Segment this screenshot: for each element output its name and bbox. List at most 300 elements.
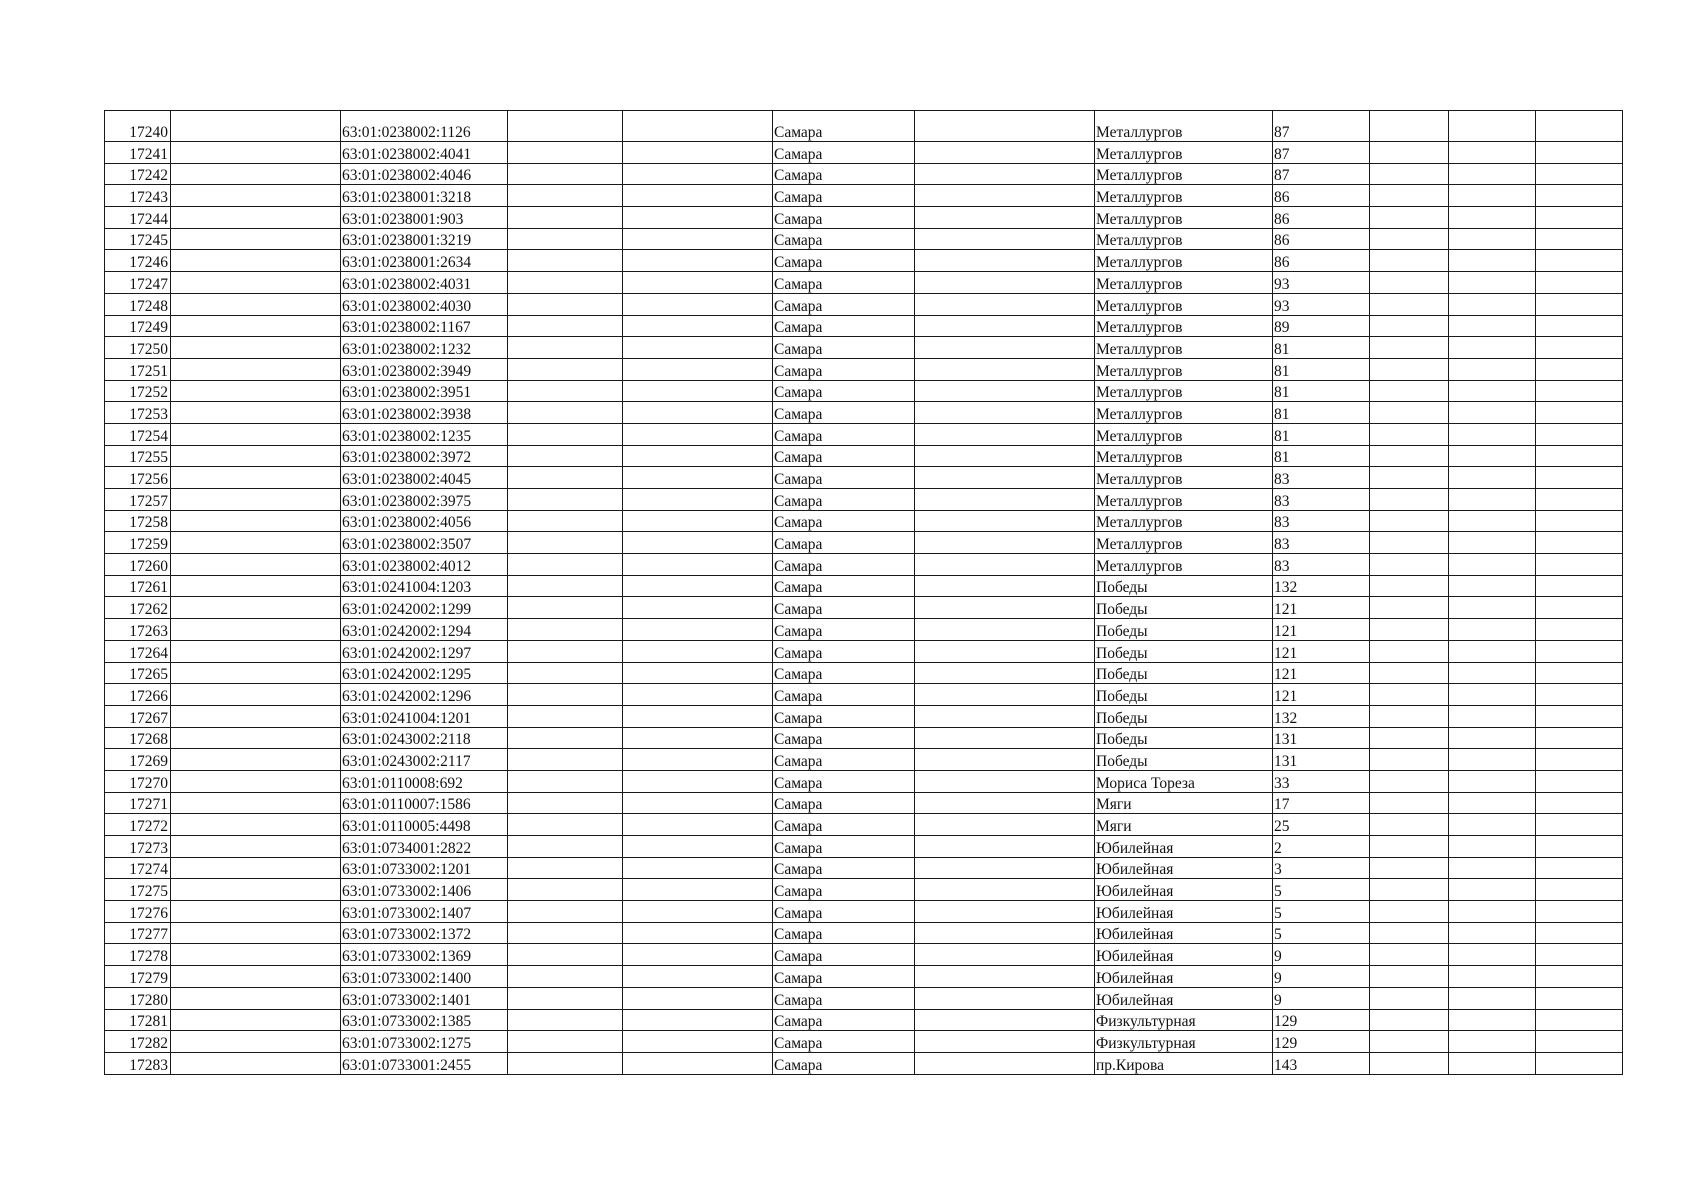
- empty-cell: [915, 293, 1095, 315]
- street-cell: пр.Кирова: [1095, 1052, 1273, 1074]
- empty-cell: [1370, 922, 1449, 944]
- table-row: [105, 402, 1623, 424]
- empty-cell: [171, 792, 341, 814]
- empty-cell: [508, 315, 623, 337]
- row-number-cell: 17269: [105, 749, 171, 771]
- empty-cell: [623, 597, 773, 619]
- empty-cell: [1370, 966, 1449, 988]
- city-cell: Самара: [773, 315, 915, 337]
- empty-cell: [1449, 1009, 1536, 1031]
- empty-cell: [915, 922, 1095, 944]
- empty-cell: [1370, 836, 1449, 858]
- empty-cell: [171, 142, 341, 164]
- cadastral-number-cell: 63:01:0238001:903: [341, 207, 508, 229]
- empty-cell: [1449, 185, 1536, 207]
- empty-cell: [1370, 597, 1449, 619]
- row-number-cell: 17271: [105, 792, 171, 814]
- street-cell: Металлургов: [1095, 228, 1273, 250]
- empty-cell: [623, 510, 773, 532]
- house-number-cell: 83: [1273, 532, 1370, 554]
- empty-cell: [915, 142, 1095, 164]
- row-number-cell: 17244: [105, 207, 171, 229]
- table-row: [105, 510, 1623, 532]
- house-number-cell: 143: [1273, 1052, 1370, 1074]
- empty-cell: [623, 792, 773, 814]
- city-cell: Самара: [773, 142, 915, 164]
- row-number-cell: 17272: [105, 814, 171, 836]
- empty-cell: [508, 640, 623, 662]
- empty-cell: [171, 1009, 341, 1031]
- street-cell: Победы: [1095, 597, 1273, 619]
- empty-cell: [171, 207, 341, 229]
- empty-cell: [1449, 705, 1536, 727]
- city-cell: Самара: [773, 836, 915, 858]
- city-cell: Самара: [773, 228, 915, 250]
- street-cell: Победы: [1095, 749, 1273, 771]
- empty-cell: [915, 510, 1095, 532]
- empty-cell: [1449, 207, 1536, 229]
- empty-cell: [508, 142, 623, 164]
- empty-cell: [171, 467, 341, 489]
- empty-cell: [1370, 272, 1449, 294]
- empty-cell: [1370, 510, 1449, 532]
- empty-cell: [171, 250, 341, 272]
- table-row: [105, 705, 1623, 727]
- empty-cell: [171, 380, 341, 402]
- empty-cell: [1370, 185, 1449, 207]
- empty-cell: [508, 792, 623, 814]
- street-cell: Металлургов: [1095, 207, 1273, 229]
- city-cell: Самара: [773, 185, 915, 207]
- empty-cell: [1536, 944, 1623, 966]
- empty-cell: [1370, 293, 1449, 315]
- house-number-cell: 5: [1273, 922, 1370, 944]
- row-number-cell: 17241: [105, 142, 171, 164]
- table-row: [105, 575, 1623, 597]
- street-cell: Металлургов: [1095, 337, 1273, 359]
- empty-cell: [1370, 467, 1449, 489]
- empty-cell: [1370, 554, 1449, 576]
- row-number-cell: 17251: [105, 358, 171, 380]
- empty-cell: [1536, 640, 1623, 662]
- empty-cell: [915, 727, 1095, 749]
- empty-cell: [1449, 901, 1536, 923]
- city-cell: Самара: [773, 944, 915, 966]
- empty-cell: [623, 207, 773, 229]
- empty-cell: [508, 770, 623, 792]
- cadastral-number-cell: 63:01:0238002:4012: [341, 554, 508, 576]
- empty-cell: [508, 358, 623, 380]
- empty-cell: [623, 445, 773, 467]
- empty-cell: [915, 792, 1095, 814]
- empty-cell: [1370, 987, 1449, 1009]
- empty-cell: [1449, 554, 1536, 576]
- empty-cell: [915, 944, 1095, 966]
- empty-cell: [915, 879, 1095, 901]
- empty-cell: [1370, 879, 1449, 901]
- row-number-cell: 17268: [105, 727, 171, 749]
- empty-cell: [1370, 532, 1449, 554]
- row-number-cell: 17281: [105, 1009, 171, 1031]
- empty-cell: [915, 111, 1095, 142]
- empty-cell: [508, 922, 623, 944]
- row-number-cell: 17248: [105, 293, 171, 315]
- empty-cell: [171, 749, 341, 771]
- empty-cell: [171, 922, 341, 944]
- empty-cell: [508, 814, 623, 836]
- street-cell: Мориса Тореза: [1095, 770, 1273, 792]
- city-cell: Самара: [773, 640, 915, 662]
- empty-cell: [1536, 684, 1623, 706]
- empty-cell: [1536, 228, 1623, 250]
- row-number-cell: 17247: [105, 272, 171, 294]
- table-row: [105, 857, 1623, 879]
- empty-cell: [1449, 293, 1536, 315]
- street-cell: Победы: [1095, 575, 1273, 597]
- table-row: [105, 337, 1623, 359]
- empty-cell: [1449, 337, 1536, 359]
- empty-cell: [508, 380, 623, 402]
- table-row: [105, 163, 1623, 185]
- city-cell: Самара: [773, 619, 915, 641]
- empty-cell: [623, 836, 773, 858]
- city-cell: Самара: [773, 727, 915, 749]
- row-number-cell: 17254: [105, 423, 171, 445]
- street-cell: Победы: [1095, 727, 1273, 749]
- empty-cell: [171, 554, 341, 576]
- house-number-cell: 121: [1273, 640, 1370, 662]
- house-number-cell: 132: [1273, 575, 1370, 597]
- city-cell: Самара: [773, 879, 915, 901]
- empty-cell: [1536, 185, 1623, 207]
- empty-cell: [915, 684, 1095, 706]
- cadastral-number-cell: 63:01:0242002:1295: [341, 662, 508, 684]
- empty-cell: [508, 901, 623, 923]
- empty-cell: [171, 619, 341, 641]
- house-number-cell: 131: [1273, 749, 1370, 771]
- table-row: [105, 423, 1623, 445]
- table-row: [105, 380, 1623, 402]
- table-row: [105, 185, 1623, 207]
- empty-cell: [171, 185, 341, 207]
- table-row: [105, 922, 1623, 944]
- empty-cell: [1449, 467, 1536, 489]
- house-number-cell: 81: [1273, 358, 1370, 380]
- empty-cell: [1536, 111, 1623, 142]
- empty-cell: [915, 358, 1095, 380]
- empty-cell: [1449, 575, 1536, 597]
- row-number-cell: 17276: [105, 901, 171, 923]
- empty-cell: [623, 315, 773, 337]
- city-cell: Самара: [773, 814, 915, 836]
- empty-cell: [1536, 966, 1623, 988]
- street-cell: Металлургов: [1095, 272, 1273, 294]
- empty-cell: [915, 1052, 1095, 1074]
- cadastral-number-cell: 63:01:0733002:1385: [341, 1009, 508, 1031]
- empty-cell: [1536, 857, 1623, 879]
- empty-cell: [1370, 1031, 1449, 1053]
- city-cell: Самара: [773, 966, 915, 988]
- empty-cell: [508, 1031, 623, 1053]
- empty-cell: [171, 857, 341, 879]
- table-row: [105, 358, 1623, 380]
- table-row: [105, 142, 1623, 164]
- city-cell: Самара: [773, 1052, 915, 1074]
- house-number-cell: 5: [1273, 879, 1370, 901]
- empty-cell: [1536, 662, 1623, 684]
- row-number-cell: 17255: [105, 445, 171, 467]
- empty-cell: [1449, 770, 1536, 792]
- street-cell: Металлургов: [1095, 510, 1273, 532]
- row-number-cell: 17282: [105, 1031, 171, 1053]
- house-number-cell: 129: [1273, 1009, 1370, 1031]
- row-number-cell: 17278: [105, 944, 171, 966]
- empty-cell: [623, 966, 773, 988]
- empty-cell: [1449, 814, 1536, 836]
- table-row: [105, 619, 1623, 641]
- empty-cell: [915, 315, 1095, 337]
- table-row: [105, 272, 1623, 294]
- table-row: [105, 662, 1623, 684]
- empty-cell: [1370, 705, 1449, 727]
- empty-cell: [171, 597, 341, 619]
- register-rows: [105, 111, 1623, 1075]
- house-number-cell: 86: [1273, 228, 1370, 250]
- empty-cell: [1449, 1031, 1536, 1053]
- cadastral-number-cell: 63:01:0238002:4030: [341, 293, 508, 315]
- empty-cell: [1536, 597, 1623, 619]
- empty-cell: [915, 163, 1095, 185]
- row-number-cell: 17242: [105, 163, 171, 185]
- city-cell: Самара: [773, 770, 915, 792]
- city-cell: Самара: [773, 250, 915, 272]
- city-cell: Самара: [773, 575, 915, 597]
- empty-cell: [623, 142, 773, 164]
- empty-cell: [915, 1031, 1095, 1053]
- empty-cell: [915, 185, 1095, 207]
- empty-cell: [171, 532, 341, 554]
- city-cell: Самара: [773, 749, 915, 771]
- empty-cell: [623, 250, 773, 272]
- empty-cell: [171, 836, 341, 858]
- empty-cell: [1370, 857, 1449, 879]
- empty-cell: [915, 207, 1095, 229]
- city-cell: Самара: [773, 705, 915, 727]
- empty-cell: [1370, 207, 1449, 229]
- city-cell: Самара: [773, 510, 915, 532]
- street-cell: Металлургов: [1095, 358, 1273, 380]
- row-number-cell: 17257: [105, 489, 171, 511]
- row-number-cell: 17262: [105, 597, 171, 619]
- empty-cell: [623, 662, 773, 684]
- empty-cell: [915, 1009, 1095, 1031]
- city-cell: Самара: [773, 554, 915, 576]
- cadastral-number-cell: 63:01:0733002:1275: [341, 1031, 508, 1053]
- cadastral-number-cell: 63:01:0238002:3949: [341, 358, 508, 380]
- cadastral-number-cell: 63:01:0238002:3507: [341, 532, 508, 554]
- empty-cell: [1449, 749, 1536, 771]
- empty-cell: [508, 111, 623, 142]
- city-cell: Самара: [773, 792, 915, 814]
- empty-cell: [508, 597, 623, 619]
- table-row: [105, 966, 1623, 988]
- empty-cell: [623, 640, 773, 662]
- empty-cell: [1370, 640, 1449, 662]
- empty-cell: [623, 402, 773, 424]
- empty-cell: [508, 944, 623, 966]
- empty-cell: [915, 987, 1095, 1009]
- empty-cell: [171, 337, 341, 359]
- empty-cell: [1536, 272, 1623, 294]
- table-row: [105, 467, 1623, 489]
- house-number-cell: 81: [1273, 380, 1370, 402]
- empty-cell: [1370, 358, 1449, 380]
- empty-cell: [1370, 250, 1449, 272]
- empty-cell: [171, 272, 341, 294]
- empty-cell: [1536, 207, 1623, 229]
- table-row: [105, 597, 1623, 619]
- row-number-cell: 17277: [105, 922, 171, 944]
- row-number-cell: 17264: [105, 640, 171, 662]
- empty-cell: [623, 111, 773, 142]
- empty-cell: [623, 922, 773, 944]
- empty-cell: [1449, 640, 1536, 662]
- empty-cell: [171, 402, 341, 424]
- empty-cell: [1370, 402, 1449, 424]
- empty-cell: [1449, 489, 1536, 511]
- house-number-cell: 83: [1273, 489, 1370, 511]
- empty-cell: [915, 423, 1095, 445]
- street-cell: Юбилейная: [1095, 944, 1273, 966]
- empty-cell: [171, 727, 341, 749]
- house-number-cell: 89: [1273, 315, 1370, 337]
- empty-cell: [915, 619, 1095, 641]
- row-number-cell: 17250: [105, 337, 171, 359]
- city-cell: Самара: [773, 684, 915, 706]
- empty-cell: [1449, 532, 1536, 554]
- empty-cell: [508, 966, 623, 988]
- empty-cell: [915, 966, 1095, 988]
- empty-cell: [508, 575, 623, 597]
- street-cell: Юбилейная: [1095, 987, 1273, 1009]
- empty-cell: [623, 770, 773, 792]
- empty-cell: [1536, 770, 1623, 792]
- empty-cell: [171, 1031, 341, 1053]
- empty-cell: [1449, 727, 1536, 749]
- empty-cell: [1449, 597, 1536, 619]
- empty-cell: [623, 879, 773, 901]
- cadastral-number-cell: 63:01:0238002:4056: [341, 510, 508, 532]
- street-cell: Металлургов: [1095, 445, 1273, 467]
- empty-cell: [171, 358, 341, 380]
- row-number-cell: 17273: [105, 836, 171, 858]
- empty-cell: [623, 749, 773, 771]
- street-cell: Победы: [1095, 619, 1273, 641]
- city-cell: Самара: [773, 489, 915, 511]
- row-number-cell: 17283: [105, 1052, 171, 1074]
- empty-cell: [1370, 423, 1449, 445]
- city-cell: Самара: [773, 901, 915, 923]
- street-cell: Металлургов: [1095, 489, 1273, 511]
- cadastral-number-cell: 63:01:0242002:1294: [341, 619, 508, 641]
- empty-cell: [623, 1009, 773, 1031]
- cadastral-number-cell: 63:01:0733002:1407: [341, 901, 508, 923]
- cadastral-number-cell: 63:01:0733002:1201: [341, 857, 508, 879]
- empty-cell: [1536, 1009, 1623, 1031]
- city-cell: Самара: [773, 293, 915, 315]
- empty-cell: [508, 1052, 623, 1074]
- empty-cell: [508, 619, 623, 641]
- city-cell: Самара: [773, 423, 915, 445]
- empty-cell: [1370, 445, 1449, 467]
- city-cell: Самара: [773, 662, 915, 684]
- empty-cell: [1370, 337, 1449, 359]
- empty-cell: [1370, 380, 1449, 402]
- empty-cell: [1536, 1031, 1623, 1053]
- house-number-cell: 131: [1273, 727, 1370, 749]
- empty-cell: [1370, 684, 1449, 706]
- empty-cell: [1370, 489, 1449, 511]
- empty-cell: [915, 337, 1095, 359]
- empty-cell: [508, 857, 623, 879]
- empty-cell: [1449, 836, 1536, 858]
- empty-cell: [1536, 727, 1623, 749]
- table-row: [105, 250, 1623, 272]
- house-number-cell: 83: [1273, 467, 1370, 489]
- empty-cell: [508, 1009, 623, 1031]
- city-cell: Самара: [773, 857, 915, 879]
- street-cell: Металлургов: [1095, 467, 1273, 489]
- empty-cell: [623, 814, 773, 836]
- street-cell: Юбилейная: [1095, 857, 1273, 879]
- cadastral-number-cell: 63:01:0733002:1400: [341, 966, 508, 988]
- empty-cell: [915, 575, 1095, 597]
- cadastral-number-cell: 63:01:0238002:4045: [341, 467, 508, 489]
- house-number-cell: 81: [1273, 423, 1370, 445]
- house-number-cell: 9: [1273, 987, 1370, 1009]
- empty-cell: [1370, 1009, 1449, 1031]
- empty-cell: [915, 814, 1095, 836]
- empty-cell: [623, 380, 773, 402]
- empty-cell: [1536, 380, 1623, 402]
- empty-cell: [1449, 250, 1536, 272]
- street-cell: Металлургов: [1095, 315, 1273, 337]
- empty-cell: [915, 705, 1095, 727]
- empty-cell: [508, 207, 623, 229]
- empty-cell: [1536, 532, 1623, 554]
- empty-cell: [1449, 684, 1536, 706]
- street-cell: Мяги: [1095, 792, 1273, 814]
- empty-cell: [508, 337, 623, 359]
- row-number-cell: 17274: [105, 857, 171, 879]
- house-number-cell: 81: [1273, 445, 1370, 467]
- house-number-cell: 3: [1273, 857, 1370, 879]
- cadastral-number-cell: 63:01:0241004:1201: [341, 705, 508, 727]
- empty-cell: [623, 423, 773, 445]
- empty-cell: [623, 337, 773, 359]
- house-number-cell: 87: [1273, 163, 1370, 185]
- street-cell: Металлургов: [1095, 250, 1273, 272]
- empty-cell: [508, 987, 623, 1009]
- row-number-cell: 17279: [105, 966, 171, 988]
- empty-cell: [915, 228, 1095, 250]
- table-row: [105, 987, 1623, 1009]
- empty-cell: [915, 749, 1095, 771]
- street-cell: Победы: [1095, 705, 1273, 727]
- empty-cell: [1370, 1052, 1449, 1074]
- cadastral-number-cell: 63:01:0733001:2455: [341, 1052, 508, 1074]
- empty-cell: [1370, 575, 1449, 597]
